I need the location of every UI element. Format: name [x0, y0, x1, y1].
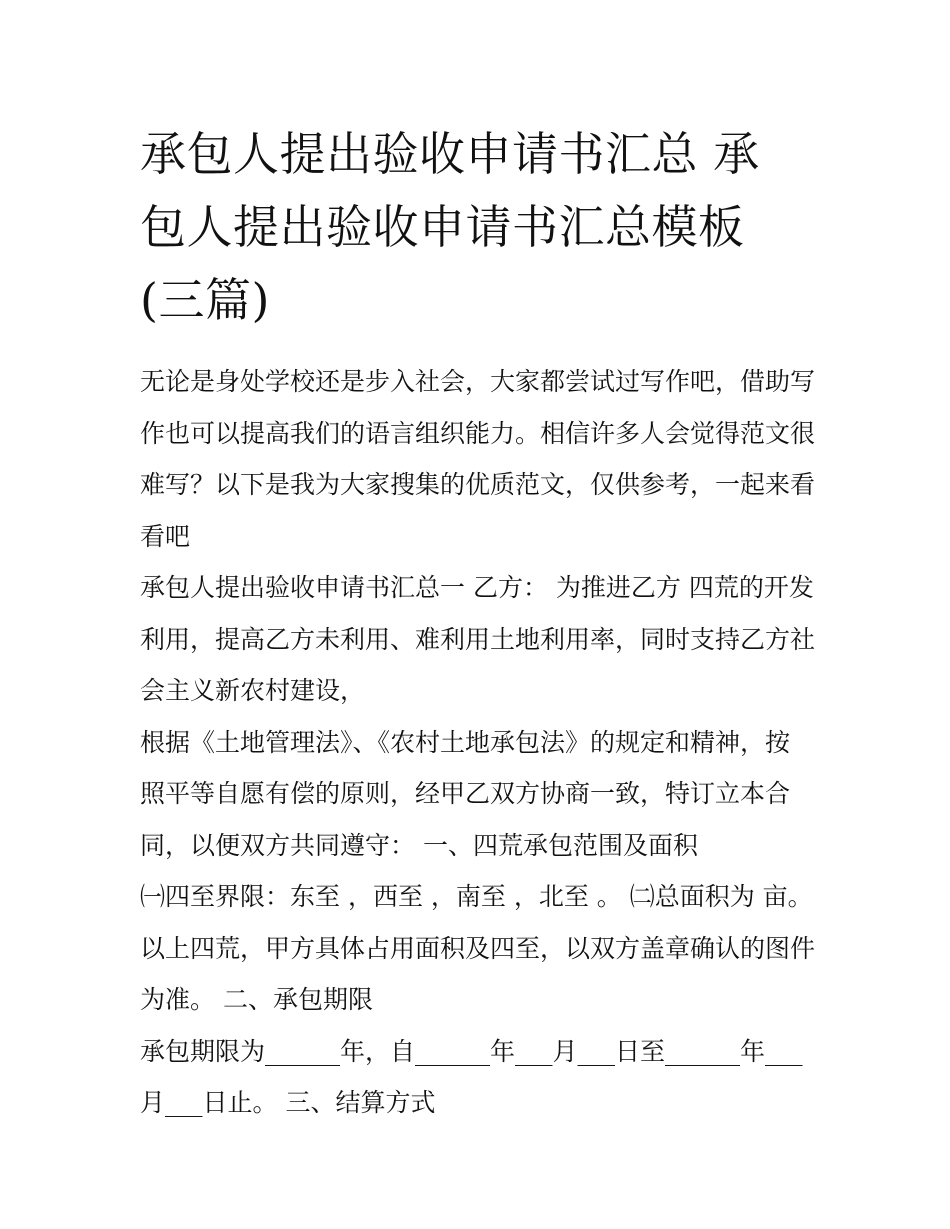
document-body: [140, 356, 830, 1129]
body-line: 同，以便双方共同遵守： 一、四荒承包范围及面积: [140, 830, 698, 860]
body-line: 会主义新农村建设，: [140, 676, 366, 705]
body-line: 作也可以提高我们的语言组织能力。相信许多人会觉得范文很: [140, 418, 816, 448]
body-line: 照平等自愿有偿的原则，经甲乙双方协商一致，特订立本合: [140, 779, 791, 808]
body-line: 月___日止。 三、结算方式: [140, 1088, 436, 1117]
body-line: 根据《土地管理法》、《农村土地承包法》的规定和精神，按: [140, 727, 791, 757]
title-line: 承包人提出验收申请书汇总 承: [140, 127, 760, 181]
body-line: 为准。 二、承包期限: [140, 985, 373, 1014]
title-line: 包人提出验收申请书汇总模板: [140, 200, 745, 254]
body-line: 看吧: [140, 521, 191, 551]
body-line: ㈠四至界限：东至 ，西至 ，南至 ，北至 。 ㈡总面积为 亩。: [140, 882, 813, 911]
title-line: (三篇): [140, 273, 270, 327]
body-line: 承包人提出验收申请书汇总一 乙方： 为推进乙方 四荒的开发: [140, 573, 814, 602]
body-line: 承包期限为______年，自______年___月___日至______年___: [140, 1036, 803, 1066]
body-line: 无论是身处学校还是步入社会，大家都尝试过写作吧，借助写: [140, 367, 816, 396]
body-line: 以上四荒，甲方具体占用面积及四至，以双方盖章确认的图件: [140, 933, 816, 963]
document-title: [140, 118, 830, 337]
body-line: 利用，提高乙方未利用、难利用土地利用率，同时支持乙方社: [140, 624, 816, 654]
body-line: 难写？以下是我为大家搜集的优质范文，仅供参考，一起来看: [140, 470, 816, 499]
